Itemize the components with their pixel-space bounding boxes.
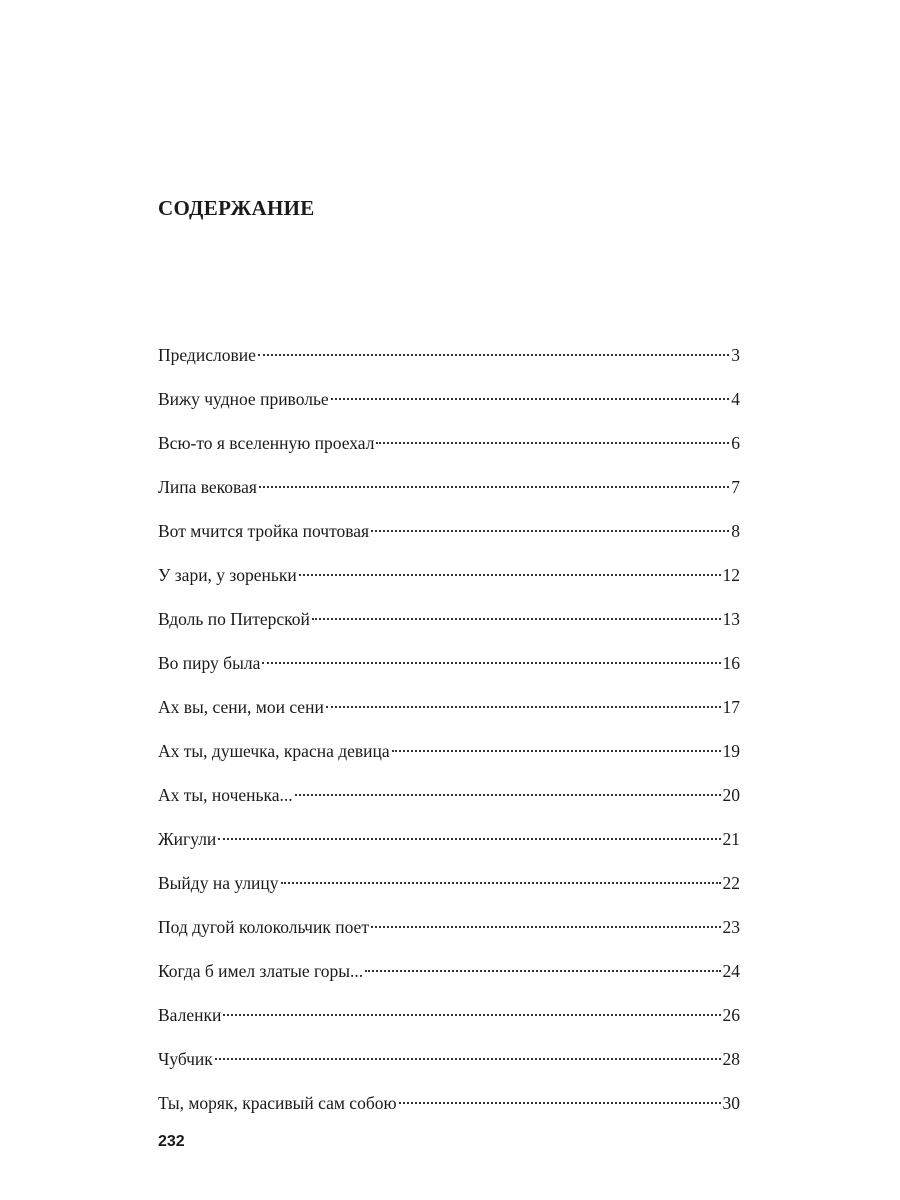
dot-leader <box>258 354 729 356</box>
toc-entry[interactable] <box>158 431 740 475</box>
dot-leader <box>392 750 721 752</box>
toc-entry-page: 8 <box>731 521 740 541</box>
toc-entry[interactable] <box>158 519 740 563</box>
toc-entry-page: 17 <box>722 697 740 717</box>
toc-entry-title: Липа вековая <box>158 477 257 497</box>
toc-entry[interactable] <box>158 1091 740 1135</box>
toc-entry[interactable] <box>158 651 740 695</box>
dot-leader <box>223 1014 720 1016</box>
dot-leader <box>262 662 720 664</box>
dot-leader <box>376 442 729 444</box>
toc-entry-title: Выйду на улицу <box>158 873 279 893</box>
dot-leader <box>399 1102 721 1104</box>
toc-entry[interactable] <box>158 871 740 915</box>
toc-entry[interactable] <box>158 607 740 651</box>
toc-entry-page: 7 <box>731 477 740 497</box>
toc-entry-title: Во пиру была <box>158 653 261 673</box>
toc-entry-title: Ты, моряк, красивый сам собою <box>158 1093 397 1113</box>
toc-entry-page: 20 <box>722 785 740 805</box>
toc-entry-page: 30 <box>722 1093 740 1113</box>
toc-entry[interactable] <box>158 563 740 607</box>
dot-leader <box>331 398 730 400</box>
dot-leader <box>281 882 721 884</box>
dot-leader <box>218 838 720 840</box>
page-number: 232 <box>158 1133 185 1150</box>
toc-entry-page: 16 <box>722 653 740 673</box>
toc-entry-page: 6 <box>731 433 740 453</box>
toc-entry-page: 13 <box>722 609 740 629</box>
toc-entry[interactable] <box>158 1047 740 1091</box>
toc-entry-title: Ах вы, сени, мои сени <box>158 697 324 717</box>
toc-entry-page: 19 <box>722 741 740 761</box>
toc-entry-page: 4 <box>731 389 740 409</box>
dot-leader <box>299 574 721 576</box>
toc-entry[interactable] <box>158 827 740 871</box>
toc-entry-title: У зари, у зореньки <box>158 565 297 585</box>
toc-entry-page: 21 <box>722 829 740 849</box>
toc-entry[interactable] <box>158 915 740 959</box>
toc-entry[interactable] <box>158 739 740 783</box>
dot-leader <box>259 486 729 488</box>
toc-entry-title: Предисловие <box>158 345 256 365</box>
toc-entry-page: 12 <box>722 565 740 585</box>
toc-entry-page: 23 <box>722 917 740 937</box>
toc-entry[interactable] <box>158 959 740 1003</box>
toc-entry-title: Ах ты, ноченька... <box>158 785 293 805</box>
toc-entry-page: 24 <box>722 961 740 981</box>
toc-entry-title: Валенки <box>158 1005 222 1025</box>
toc-entry-title: Всю-то я вселенную проехал <box>158 433 375 453</box>
toc-entry[interactable] <box>158 343 740 387</box>
toc-entry[interactable] <box>158 783 740 827</box>
toc-entry-title: Вдоль по Питерской <box>158 609 310 629</box>
toc-entry-title: Чубчик <box>158 1049 213 1069</box>
page-title: СОДЕРЖАНИЕ <box>158 196 315 220</box>
toc-entry-page: 28 <box>722 1049 740 1069</box>
dot-leader <box>215 1058 721 1060</box>
toc-entry-page: 3 <box>731 345 740 365</box>
toc-entry-title: Вижу чудное приволье <box>158 389 329 409</box>
toc-entry-page: 26 <box>722 1005 740 1025</box>
toc-entry-title: Когда б имел златые горы... <box>158 961 364 981</box>
dot-leader <box>371 926 721 928</box>
toc-entry[interactable] <box>158 387 740 431</box>
toc-entry-title: Ах ты, душечка, красна девица <box>158 741 390 761</box>
toc-entry[interactable] <box>158 475 740 519</box>
dot-leader <box>295 794 721 796</box>
dot-leader <box>326 706 721 708</box>
table-of-contents <box>158 343 740 1135</box>
dot-leader <box>365 970 720 972</box>
toc-entry-title: Жигули <box>158 829 217 849</box>
toc-entry-title: Под дугой колокольчик поет <box>158 917 369 937</box>
toc-entry-title: Вот мчится тройка почтовая <box>158 521 370 541</box>
toc-entry[interactable] <box>158 695 740 739</box>
toc-entry-page: 22 <box>722 873 740 893</box>
dot-leader <box>371 530 729 532</box>
dot-leader <box>312 618 721 620</box>
toc-entry[interactable] <box>158 1003 740 1047</box>
